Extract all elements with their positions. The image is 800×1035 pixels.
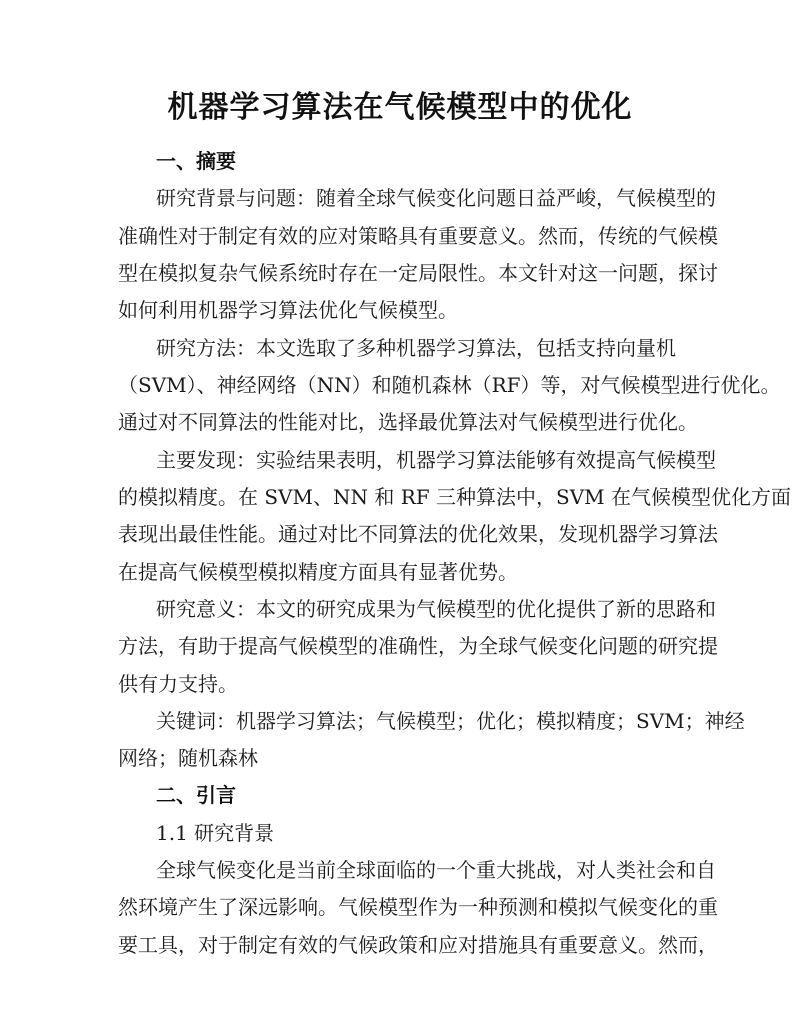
body-line: 在提高气候模型模拟精度方面具有显著优势。 xyxy=(118,560,518,584)
body-line: 方法，有助于提高气候模型的准确性，为全球气候变化问题的研究提 xyxy=(118,634,718,658)
body-line: 供有力支持。 xyxy=(118,672,238,696)
body-line: 如何利用机器学习算法优化气候模型。 xyxy=(118,298,458,322)
body-line: 通过对不同算法的性能对比，选择最优算法对气候模型进行优化。 xyxy=(118,410,698,434)
body-line: 研究方法：本文选取了多种机器学习算法，包括支持向量机 xyxy=(156,336,676,360)
body-line: 的模拟精度。在 SVM、NN 和 RF 三种算法中，SVM 在气候模型优化方面 xyxy=(118,485,791,509)
keywords-line: 网络；随机森林 xyxy=(118,746,258,770)
body-line: 表现出最佳性能。通过对比不同算法的优化效果，发现机器学习算法 xyxy=(118,522,718,546)
body-line: 主要发现：实验结果表明，机器学习算法能够有效提高气候模型 xyxy=(156,448,716,472)
body-line: 要工具，对于制定有效的气候政策和应对措施具有重要意义。然而， xyxy=(118,933,718,957)
section-heading-introduction: 二、引言 xyxy=(156,783,236,807)
section-heading-abstract: 一、摘要 xyxy=(156,149,236,173)
document-title: 机器学习算法在气候模型中的优化 xyxy=(167,90,633,125)
body-line: （SVM）、神经网络（NN）和随机森林（RF）等，对气候模型进行优化。 xyxy=(118,373,781,397)
body-line: 型在模拟复杂气候系统时存在一定局限性。本文针对这一问题，探讨 xyxy=(118,261,718,285)
keywords-line: 关键词：机器学习算法；气候模型；优化；模拟精度；SVM；神经 xyxy=(156,709,745,733)
subsection-heading: 1.1 研究背景 xyxy=(156,821,275,845)
body-line: 准确性对于制定有效的应对策略具有重要意义。然而，传统的气候模 xyxy=(118,224,718,248)
body-line: 研究意义：本文的研究成果为气候模型的优化提供了新的思路和 xyxy=(156,597,716,621)
body-line: 研究背景与问题：随着全球气候变化问题日益严峻，气候模型的 xyxy=(156,186,716,210)
body-line: 然环境产生了深远影响。气候模型作为一种预测和模拟气候变化的重 xyxy=(118,895,718,919)
body-line: 全球气候变化是当前全球面临的一个重大挑战，对人类社会和自 xyxy=(156,858,716,882)
